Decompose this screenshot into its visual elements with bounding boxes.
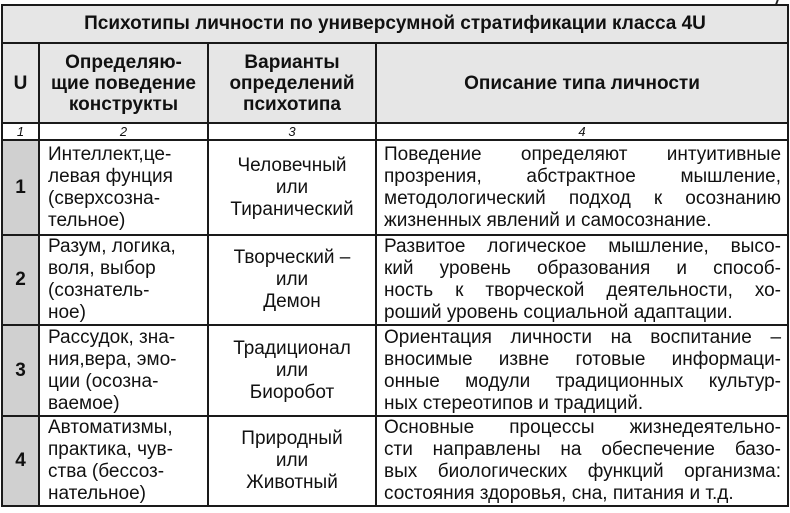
table-row [2,140,788,235]
description-cell: Ориентация личности на воспитание – вносимые извне готовые информаци- онные модули традиционных культур- ных стереотипов и традиций. [376,325,788,416]
table-title-row [2,5,788,43]
u-cell: 4 [2,416,39,506]
constructs-cell: Разум, логика, воля, выбор (сознатель- ное) [39,235,208,325]
table-row [2,416,788,506]
u-cell: 2 [2,235,39,325]
variants-cell: Человечный или Тиранический [208,140,376,235]
header-row [2,43,788,123]
column-number: 1 [2,123,39,140]
header-constructs: Определяю- щие поведение конструкты [39,43,208,123]
constructs-cell: Рассудок, зна- ния,вера, эмо- ции (осозна- ваемое) [39,325,208,416]
table-row [2,235,788,325]
u-cell: 3 [2,325,39,416]
header-variants: Варианты определений психотипа [208,43,376,123]
psychotypes-table [1,4,789,507]
column-number-row [2,123,788,140]
column-number: 4 [376,123,788,140]
description-cell: Основные процессы жизнедеятельно- сти направлены на обеспечение базо- вых биологических функций организма: состояния здоровья, сна, питания и т.д. [376,416,788,506]
variants-cell: Традиционал или Биоробот [208,325,376,416]
constructs-cell: Интеллект,це- левая фунция (сверхсозна- тельное) [39,140,208,235]
description-cell: Поведение определяют интуитивные прозрения, абстрактное мышление, методологический подход к осознанию жизненных явлений и самосознание. [376,140,788,235]
variants-cell: Природный или Животный [208,416,376,506]
variants-cell: Творческий – или Демон [208,235,376,325]
table-row [2,325,788,416]
column-number: 3 [208,123,376,140]
table-title: Психотипы личности по универсумной стратификации класса 4U [2,5,788,43]
header-description: Описание типа личности [376,43,788,123]
header-u: U [2,43,39,123]
column-number: 2 [39,123,208,140]
constructs-cell: Автоматизмы, практика, чув- ства (бессоз- нательное) [39,416,208,506]
description-cell: Развитое логическое мышление, высо- кий уровень образования и способ- ность к творческой деятельности, хо- роший уровень социальной адаптации. [376,235,788,325]
u-cell: 1 [2,140,39,235]
